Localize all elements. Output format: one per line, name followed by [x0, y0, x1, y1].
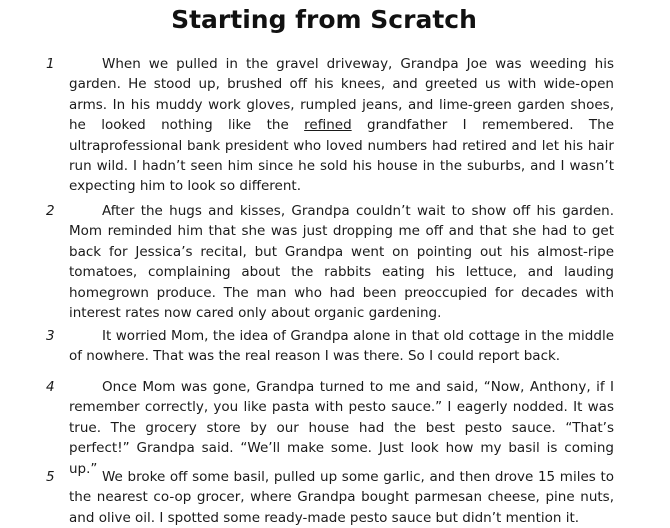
- paragraph-text: [69, 54, 614, 197]
- paragraph-text-part: When we pulled in the gravel driveway, Grandpa Joe was weeding his garden. He stood up, brushed off his knees, and greeted us with wide-open arms. In his muddy work gloves, rumpled jeans, and lime-green garden shoes, he looked nothing like the: [69, 56, 614, 134]
- paragraph-text: It worried Mom, the idea of Grandpa alone in that old cottage in the middle of nowhere. That was the real reason I was there. So I could report back.: [69, 328, 614, 365]
- paragraph-number: 5: [46, 469, 55, 485]
- paragraph-number: 4: [46, 379, 55, 395]
- paragraph-number: 1: [46, 56, 55, 72]
- paragraph-text: We broke off some basil, pulled up some garlic, and then drove 15 miles to the nearest co-op grocer, where Grandpa bought parmesan cheese, pine nuts, and olive oil. I spotted some ready-made pesto sauce but didn’t mention it.: [69, 469, 614, 526]
- paragraph-text: Once Mom was gone, Grandpa turned to me and said, “Now, Anthony, if I remember correctly, you like pasta with pesto sauce.” I eagerly nodded. It was true. The grocery store by our house had the best pesto sauce. “That’s perfect!” Grandpa said. “We’ll make some. Just look how my basil is coming up.”: [69, 379, 614, 477]
- page-title: Starting from Scratch: [171, 5, 477, 34]
- vocabulary-word-refined: refined: [304, 117, 352, 134]
- paragraph-text-part: grandfather I remembered. The ultraprofessional bank president who loved numbers had retired and let his hair run wild. I hadn’t seen him since he sold his house in the suburbs, and I wasn’t expecting him to look so different.: [69, 117, 615, 195]
- paragraph-text: After the hugs and kisses, Grandpa couldn’t wait to show off his garden. Mom reminded him that she was just dropping me off and that she had to get back for Jessica’s recital, but Grandpa went on pointing out his almost-ripe tomatoes, complaining about the rabbits eating his lettuce, and lauding homegrown produce. The man who had been preoccupied for decades with interest rates now cared only about organic gardening.: [69, 203, 614, 322]
- paragraph-number: 2: [46, 203, 55, 219]
- paragraph-number: 3: [46, 328, 55, 344]
